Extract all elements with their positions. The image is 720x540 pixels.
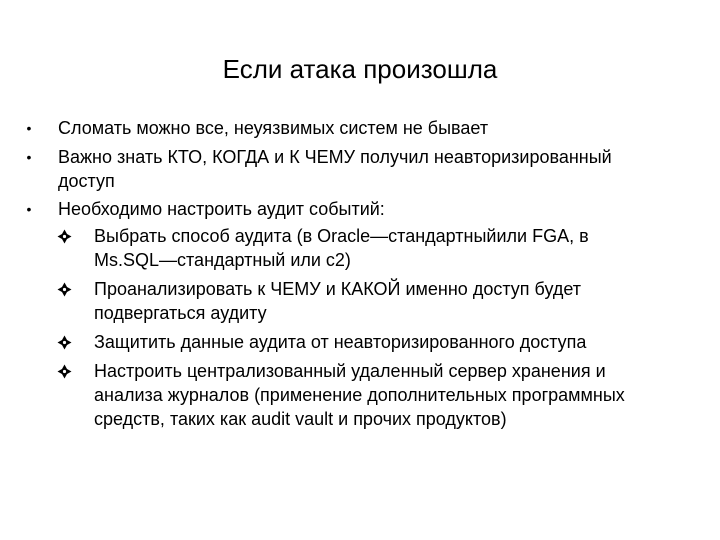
diamond-bullet-icon [57,224,73,248]
diamond-bullet-icon [57,277,73,301]
bullet-icon: • [26,201,32,217]
bullet-text-continuation: доступ [58,171,115,191]
bullet-text: Важно знать КТО, КОГДА и К ЧЕМУ получил неавторизированный [58,147,612,167]
slide-title: Если атака произошла [222,54,498,84]
subitem-text-continuation: Ms.SQL—стандартный или с2) [94,250,351,270]
bullet-icon: • [26,149,32,165]
bullet-icon: • [26,120,32,136]
subitem-text-continuation: анализа журналов (применение дополнительных программных [94,385,625,405]
subitem-text: Выбрать способ аудита (в Oracle—стандартныйили FGA, в [94,226,589,246]
bullet-text: Сломать можно все, неуязвимых систем не бывает [58,118,489,138]
subitem-text-continuation: подвергаться аудиту [94,303,267,323]
subitem-text: Защитить данные аудита от неавторизированного доступа [94,332,587,352]
subitem-text-continuation: средств, таких как audit vault и прочих продуктов) [94,409,507,429]
diamond-bullet-icon [57,330,73,354]
diamond-bullet-icon [57,359,73,383]
subitem-text: Проанализировать к ЧЕМУ и КАКОЙ именно доступ будет [94,279,582,299]
subitem-text: Настроить централизованный удаленный сервер хранения и [94,361,606,381]
bullet-text: Необходимо настроить аудит событий: [58,199,385,219]
